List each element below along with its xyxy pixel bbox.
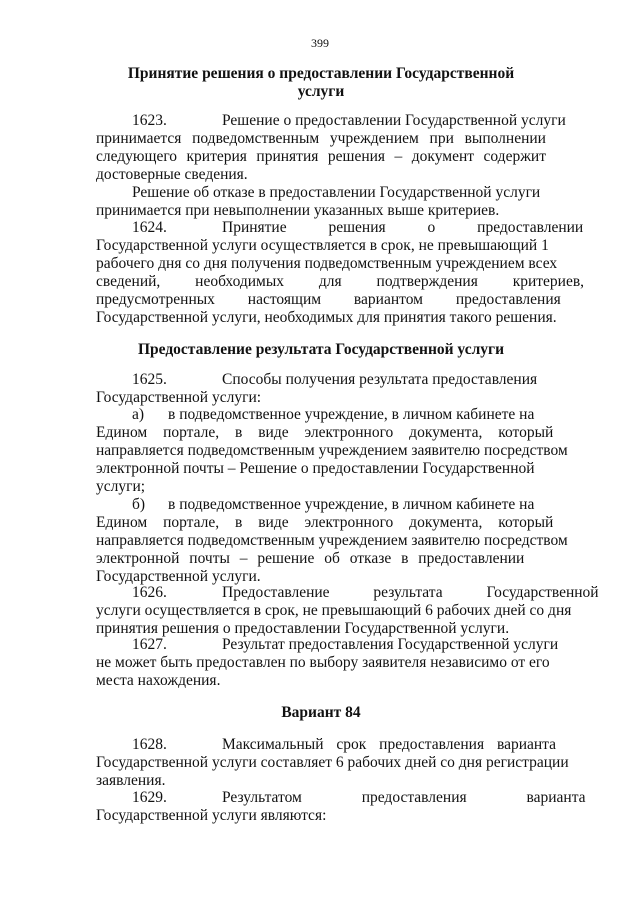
paragraph-number: 1623. bbox=[132, 112, 167, 129]
text-line: Едином портале, в виде электронного документа, который bbox=[96, 514, 554, 531]
paragraph-1626 bbox=[96, 584, 599, 638]
text-line: рабочего дня со дня получения подведомственным учреждением всех bbox=[96, 255, 558, 272]
word: учреждением bbox=[329, 130, 419, 147]
word: при bbox=[429, 130, 454, 147]
paragraph-number: 1626. bbox=[132, 584, 167, 601]
text-line: Государственной услуги, необходимых для принятия такого решения. bbox=[96, 309, 557, 326]
list-item-b bbox=[96, 496, 568, 586]
paragraph-text: Принятие решения о предоставлении bbox=[222, 219, 584, 236]
paragraph-1628 bbox=[96, 736, 569, 790]
word: содержит bbox=[483, 148, 546, 165]
heading-line: Принятие решения о предоставлении Государственной bbox=[127, 65, 515, 82]
paragraph-number: 1624. bbox=[132, 219, 167, 236]
word: подведомственным bbox=[192, 130, 320, 147]
word: документ bbox=[411, 148, 475, 165]
paragraph-text: Способы получения результата предоставления bbox=[222, 371, 538, 388]
list-marker: а) bbox=[132, 406, 145, 423]
text-line: услуги; bbox=[96, 478, 146, 495]
text-line: Государственной услуги. bbox=[96, 568, 261, 585]
paragraph-number: 1627. bbox=[132, 636, 167, 653]
text-line: достоверные сведения. bbox=[96, 166, 248, 183]
text-line: не может быть предоставлен по выбору заявителя независимо от его bbox=[96, 654, 550, 671]
paragraph-refusal bbox=[96, 184, 546, 220]
heading-line: Предоставление результата Государственной услуги bbox=[137, 341, 505, 358]
paragraph-text: Решение о предоставлении Государственной услуги bbox=[222, 112, 566, 129]
paragraph-1627 bbox=[96, 636, 559, 690]
text-line: сведений, необходимых для подтверждения критериев, bbox=[96, 273, 585, 290]
text-line: заявления. bbox=[96, 772, 166, 789]
text-line bbox=[96, 130, 546, 148]
text-line: Государственной услуги осуществляется в срок, не превышающий 1 bbox=[96, 237, 549, 254]
section-heading-decision bbox=[96, 65, 546, 101]
text-line: направляется подведомственным учреждением заявителю посредством bbox=[96, 532, 568, 549]
section-heading-variant bbox=[96, 704, 546, 722]
text-line: электронной почты – решение об отказе в предоставлении bbox=[96, 550, 525, 567]
heading-line: Вариант 84 bbox=[281, 704, 361, 721]
text-line: Государственной услуги являются: bbox=[96, 807, 327, 824]
paragraph-text: Предоставление результата Государственной bbox=[222, 584, 599, 601]
list-item-text: в подведомственное учреждение, в личном кабинете на bbox=[168, 406, 535, 423]
paragraph-1624 bbox=[96, 219, 585, 327]
paragraph-number: 1625. bbox=[132, 371, 167, 388]
word: выполнении bbox=[464, 130, 546, 147]
text-line bbox=[96, 148, 546, 166]
word: критерия bbox=[186, 148, 247, 165]
text-line: Государственной услуги: bbox=[96, 389, 262, 406]
text-line: места нахождения. bbox=[96, 672, 221, 689]
paragraph-text: Результат предоставления Государственной услуги bbox=[222, 636, 559, 653]
paragraph-1629 bbox=[96, 789, 586, 825]
list-item-text: в подведомственное учреждение, в личном кабинете на bbox=[168, 496, 535, 513]
text-line: Решение об отказе в предоставлении Государственной услуги bbox=[132, 184, 541, 201]
list-item-a bbox=[96, 406, 568, 496]
paragraph-1625 bbox=[96, 371, 546, 407]
section-heading-result bbox=[96, 341, 546, 359]
word: решения bbox=[327, 148, 386, 165]
word: принимается bbox=[96, 130, 182, 147]
text-line: услуги осуществляется в срок, не превышающий 6 рабочих дней со дня bbox=[96, 602, 572, 619]
text-line: Государственной услуги составляет 6 рабочих дней со дня регистрации bbox=[96, 754, 569, 771]
paragraph-text: Максимальный срок предоставления варианта bbox=[222, 736, 557, 753]
word: принятия bbox=[256, 148, 319, 165]
text-line: направляется подведомственным учреждением заявителю посредством bbox=[96, 442, 568, 459]
paragraph-text: Результатом предоставления варианта bbox=[222, 789, 586, 806]
word: – bbox=[394, 148, 403, 165]
text-line: принятия решения о предоставлении Государственной услуги. bbox=[96, 620, 510, 637]
word: следующего bbox=[96, 148, 178, 165]
paragraph-1623 bbox=[96, 112, 566, 184]
text-line: предусмотренных настоящим вариантом предоставления bbox=[96, 291, 561, 308]
paragraph-number: 1629. bbox=[132, 789, 167, 806]
list-marker: б) bbox=[132, 496, 146, 513]
text-line: Едином портале, в виде электронного документа, который bbox=[96, 424, 554, 441]
page-number: 399 bbox=[311, 36, 329, 50]
paragraph-number: 1628. bbox=[132, 736, 167, 753]
text-line: электронной почты – Решение о предоставлении Государственной bbox=[96, 460, 535, 477]
text-line: принимается при невыполнении указанных выше критериев. bbox=[96, 202, 500, 219]
heading-line: услуги bbox=[297, 83, 345, 100]
